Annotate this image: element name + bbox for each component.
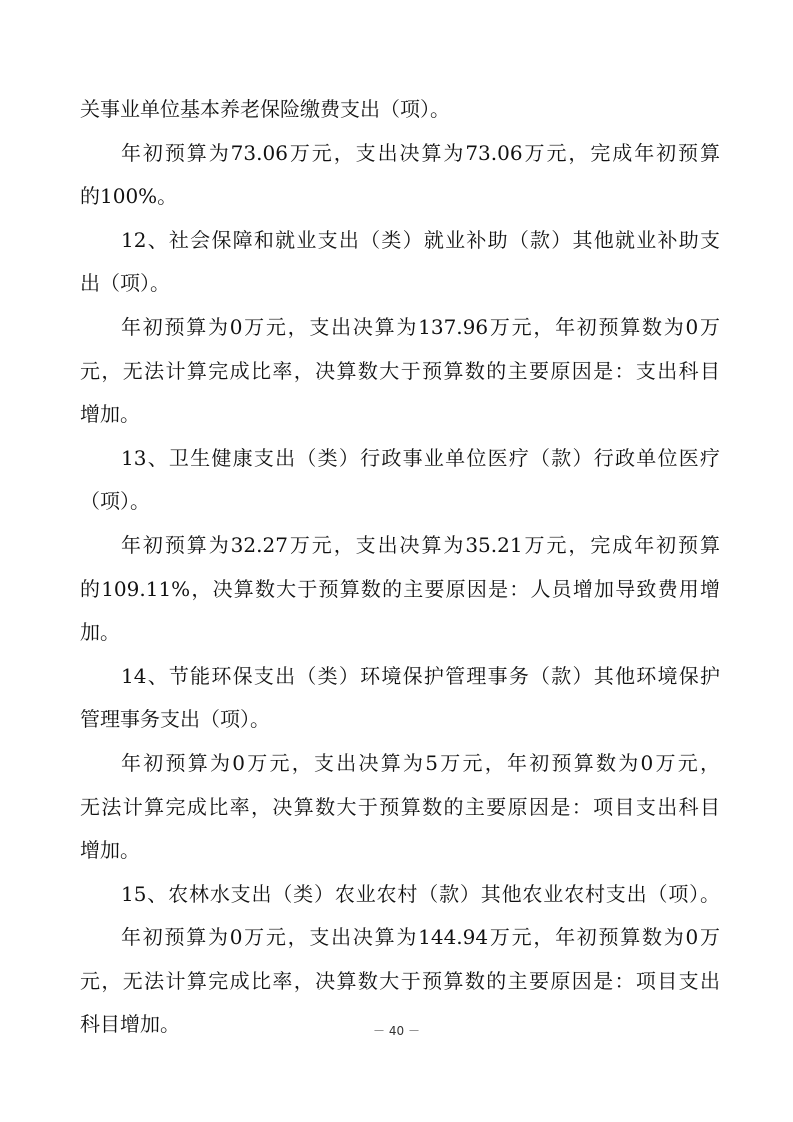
text-line: （项）。	[80, 489, 150, 514]
text-line: 年初预算为0万元，支出决算为144.94万元，年初预算数为0万	[121, 925, 720, 950]
text-line: 年初预算为0万元，支出决算为5万元，年初预算数为0万元，	[121, 750, 720, 775]
text-line: 的100%。	[80, 184, 178, 209]
text-line: 元，无法计算完成比率，决算数大于预算数的主要原因是：项目支出	[80, 968, 720, 993]
text-line: 加。	[80, 620, 120, 645]
text-line: 年初预算为0万元，支出决算为137.96万元，年初预算数为0万	[121, 314, 720, 339]
text-line: 年初预算为32.27万元，支出决算为35.21万元，完成年初预算	[121, 532, 720, 557]
text-line: 增加。	[80, 838, 140, 863]
body-text	[80, 88, 720, 1047]
text-line: 科目增加。	[80, 1012, 180, 1037]
text-line: 的109.11%，决算数大于预算数的主要原因是：人员增加导致费用增	[80, 576, 720, 601]
text-line: 12、社会保障和就业支出（类）就业补助（款）其他就业补助支	[121, 227, 720, 252]
text-line: 13、卫生健康支出（类）行政事业单位医疗（款）行政单位医疗	[121, 445, 720, 470]
text-line: 关事业单位基本养老保险缴费支出（项）。	[80, 97, 450, 121]
text-line: 出（项）。	[80, 271, 170, 296]
text-line: 无法计算完成比率，决算数大于预算数的主要原因是：项目支出科目	[80, 794, 720, 819]
text-line: 增加。	[80, 402, 140, 427]
text-line: 14、节能环保支出（类）环境保护管理事务（款）其他环境保护	[121, 663, 720, 688]
text-line: 年初预算为73.06万元，支出决算为73.06万元，完成年初预算	[121, 140, 720, 165]
text-line: 15、农林水支出（类）农业农村（款）其他农业农村支出（项）。	[121, 881, 720, 906]
page-number: － 40 －	[373, 1024, 420, 1038]
text-line: 元，无法计算完成比率，决算数大于预算数的主要原因是：支出科目	[80, 358, 720, 383]
text-line: 管理事务支出（项）。	[80, 707, 270, 732]
